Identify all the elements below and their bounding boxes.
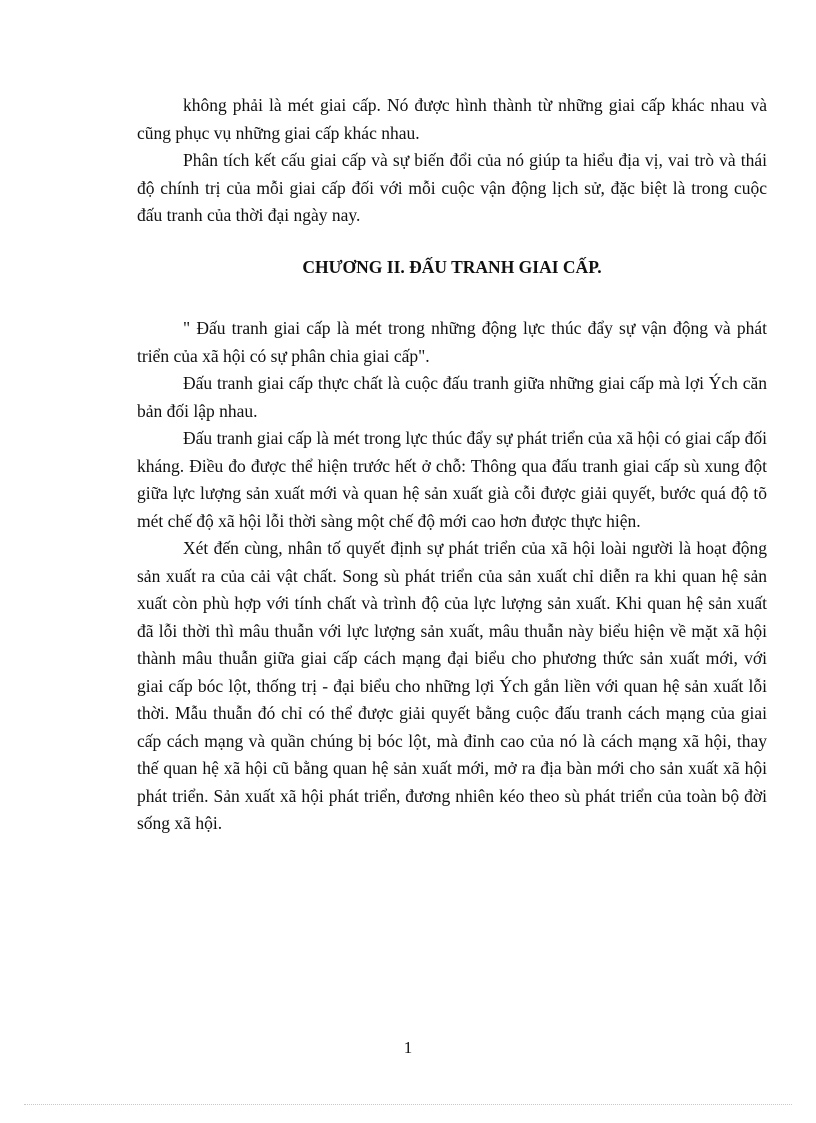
- chapter-heading: CHƯƠNG II. ĐẤU TRANH GIAI CẤP.: [302, 256, 602, 277]
- paragraph: Phân tích kết cấu giai cấp và sự biến đổi của nó giúp ta hiểu địa vị, vai trò và thái độ chính trị của mỗi giai cấp đối với mỗi cuộc vận động lịch sử, đặc biệt là trong cuộc đấu tranh của thời đại ngày nay.: [137, 150, 767, 225]
- paragraph: Đấu tranh giai cấp thực chất là cuộc đấu tranh giữa những giai cấp mà lợi Ých căn bản đối lập nhau.: [137, 373, 767, 421]
- page-body: [137, 92, 767, 838]
- page-bottom-divider: [24, 1104, 792, 1105]
- chapter-heading-block: [137, 254, 767, 282]
- paragraph: không phải là mét giai cấp. Nó được hình thành từ những giai cấp khác nhau và cũng phục vụ những giai cấp khác nhau.: [137, 95, 767, 143]
- paragraph: Đấu tranh giai cấp là mét trong lực thúc đẩy sự phát triển của xã hội có giai cấp đối kháng. Điều đo được thể hiện trước hết ở chỗ: Thông qua đấu tranh giai cấp sù xung đột giữa lực lượng sản xuất mới và quan hệ sản xuất già cỗi được giải quyết, bước quá độ tõ mét chế độ xã hội lỗi thời sàng một chế độ mới cao hơn được thực hiện.: [137, 428, 767, 531]
- page-number: 1: [403, 1038, 413, 1057]
- paragraph: " Đấu tranh giai cấp là mét trong những động lực thúc đẩy sự vận động và phát triển của xã hội có sự phân chia giai cấp".: [137, 318, 767, 366]
- paragraph: Xét đến cùng, nhân tố quyết định sự phát triển của xã hội loài người là hoạt động sản xuất ra của cải vật chất. Song sù phát triển của sản xuất chỉ diễn ra khi quan hệ sản xuất còn phù hợp với tính chất và trình độ của lực lượng sản xuất. Khi quan hệ sản xuất đã lỗi thời thì mâu thuẫn với lực lượng sản xuất, mâu thuẫn này biểu hiện về mặt xã hội thành mâu thuẫn giữa giai cấp cách mạng đại biểu cho phương thức sản xuất mới, với giai cấp bóc lột, thống trị - đại biểu cho những lợi Ých gắn liền với quan hệ sản xuất lỗi thời. Mẫu thuẫn đó chỉ có thể được giải quyết bằng cuộc đấu tranh cách mạng của giai cấp cách mạng và quần chúng bị bóc lột, mà đỉnh cao của nó là cách mạng xã hội, thay thế quan hệ xã hội cũ bằng quan hệ sản xuất mới, mở ra địa bàn mới cho sản xuất xã hội phát triển. Sản xuất xã hội phát triển, đương nhiên kéo theo sù phát triển của toàn bộ đời sống xã hội.: [137, 538, 767, 833]
